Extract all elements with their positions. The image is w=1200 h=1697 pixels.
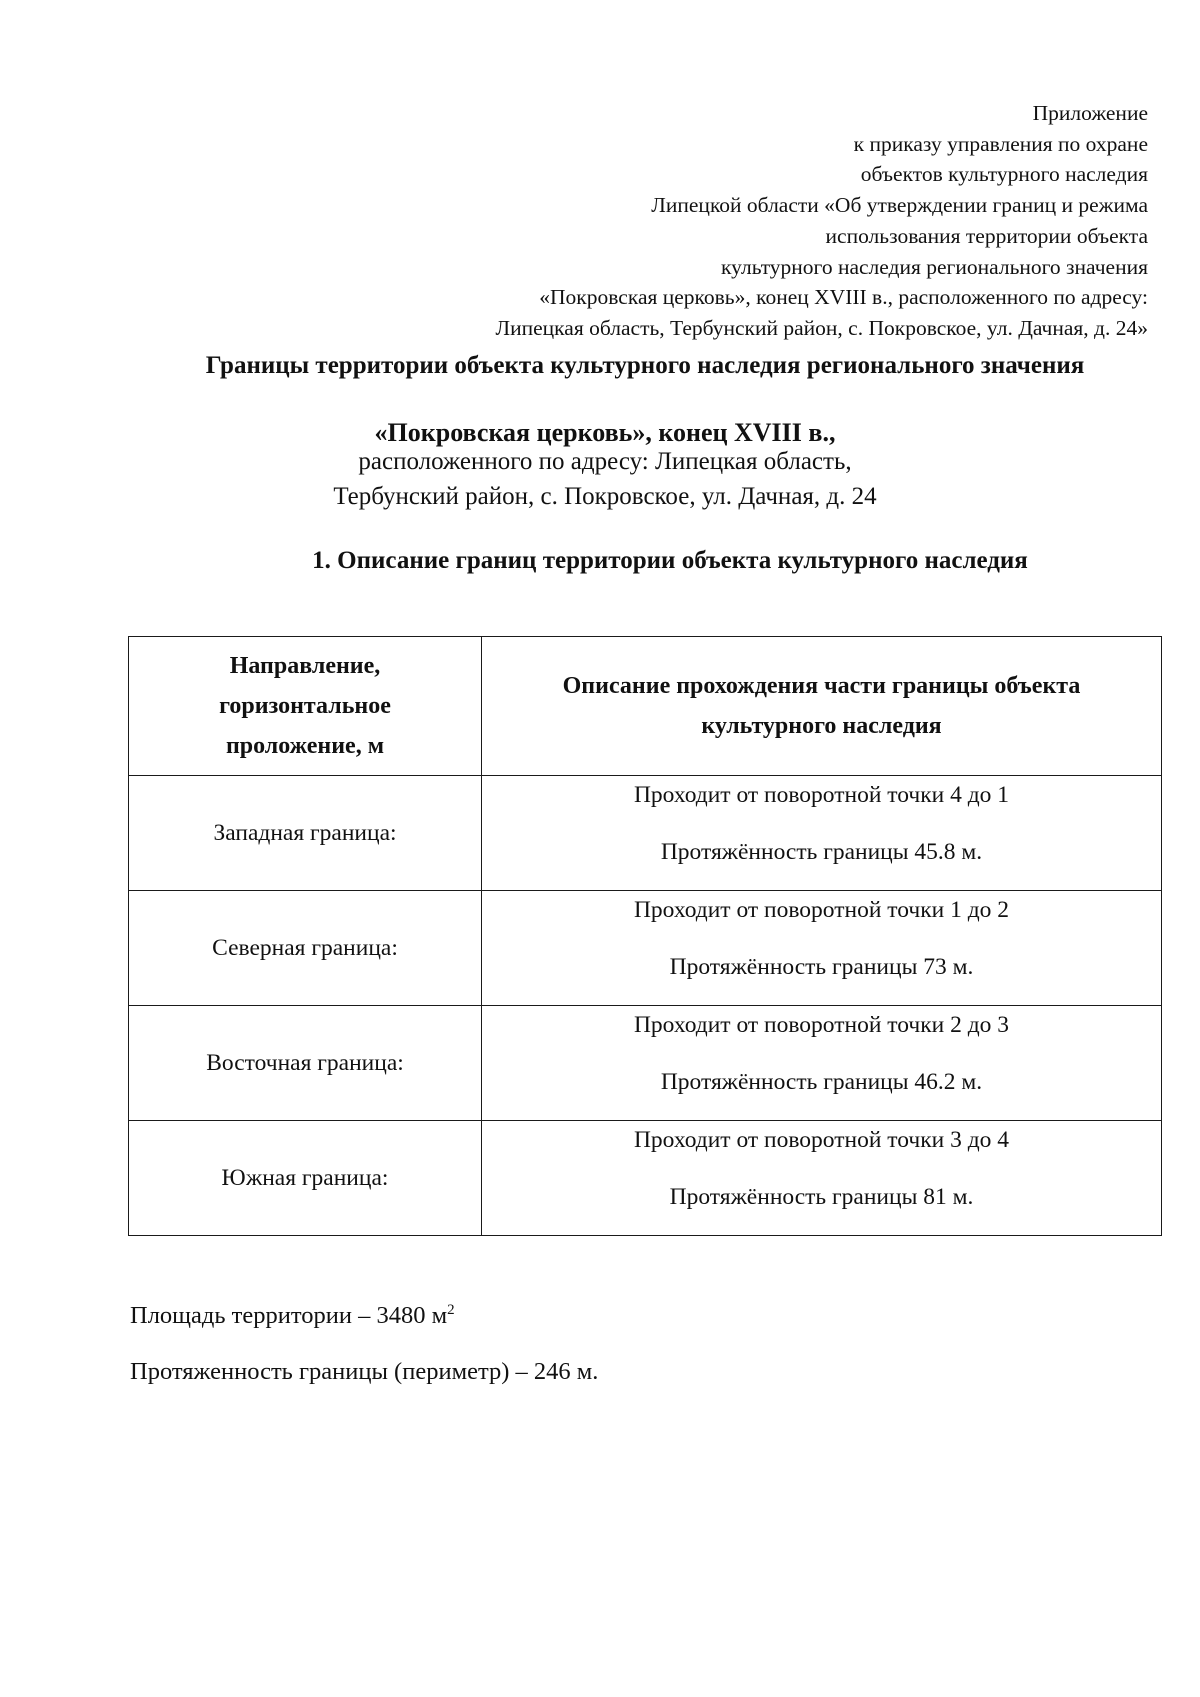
appendix-line: использования территории объекта xyxy=(825,223,1148,248)
appendix-line: Приложение xyxy=(1032,101,1148,125)
direction-cell: Южная граница: xyxy=(129,1121,482,1236)
direction-cell: Западная граница: xyxy=(129,776,482,891)
direction-cell: Северная граница: xyxy=(129,891,482,1006)
header-line: культурного наследия xyxy=(701,713,942,739)
appendix-line: «Покровская церковь», конец XVIII в., расположенного по адресу: xyxy=(539,285,1148,310)
description-cell xyxy=(482,1006,1162,1121)
document-title: Границы территории объекта культурного наследия регионального значения xyxy=(205,352,1085,379)
passes-text: Проходит от поворотной точки 1 до 2 xyxy=(633,897,1010,923)
appendix-line: к приказу управления по охране xyxy=(853,131,1148,156)
header-line: Направление, xyxy=(229,653,381,679)
table-row xyxy=(129,776,1162,891)
description-cell xyxy=(482,891,1162,1006)
address-line: расположенного по адресу: Липецкая область, xyxy=(358,448,852,475)
passes-text: Проходит от поворотной точки 3 до 4 xyxy=(633,1127,1010,1153)
header-direction xyxy=(129,637,482,776)
perimeter-summary: Протяженность границы (периметр) – 246 м. xyxy=(130,1358,599,1385)
header-line: Описание прохождения части границы объекта xyxy=(562,673,1081,699)
description-cell xyxy=(482,776,1162,891)
table-row xyxy=(129,1006,1162,1121)
area-text: Площадь территории – 3480 м xyxy=(130,1302,448,1330)
description-cell xyxy=(482,1121,1162,1236)
length-text: Протяжённость границы 73 м. xyxy=(669,954,974,980)
length-text: Протяжённость границы 45.8 м. xyxy=(660,839,983,865)
header-description xyxy=(482,637,1162,776)
table-header-row xyxy=(129,637,1162,776)
boundaries-table xyxy=(128,636,1162,1236)
length-text: Протяжённость границы 81 м. xyxy=(669,1184,974,1210)
passes-text: Проходит от поворотной точки 4 до 1 xyxy=(633,782,1010,808)
passes-text: Проходит от поворотной точки 2 до 3 xyxy=(633,1012,1010,1038)
length-text: Протяжённость границы 46.2 м. xyxy=(660,1069,983,1095)
object-name: «Покровская церковь», конец XVIII в., xyxy=(374,418,836,447)
direction-cell: Восточная граница: xyxy=(129,1006,482,1121)
appendix-line: Липецкой области «Об утверждении границ и режима xyxy=(651,193,1148,218)
appendix-line: объектов культурного наследия xyxy=(860,162,1148,187)
header-line: горизонтальное xyxy=(219,693,391,719)
area-unit-exponent: 2 xyxy=(447,1302,455,1318)
table-row xyxy=(129,891,1162,1006)
appendix-line: культурного наследия регионального значения xyxy=(721,254,1148,279)
table-row xyxy=(129,1121,1162,1236)
area-summary xyxy=(130,1302,455,1330)
appendix-line: Липецкая область, Тербунский район, с. Покровское, ул. Дачная, д. 24» xyxy=(495,315,1148,340)
address-line: Тербунский район, с. Покровское, ул. Дачная, д. 24 xyxy=(333,483,877,510)
appendix-block xyxy=(388,98,1148,344)
section-heading: 1. Описание границ территории объекта культурного наследия xyxy=(312,547,1028,574)
header-line: проложение, м xyxy=(225,733,385,759)
